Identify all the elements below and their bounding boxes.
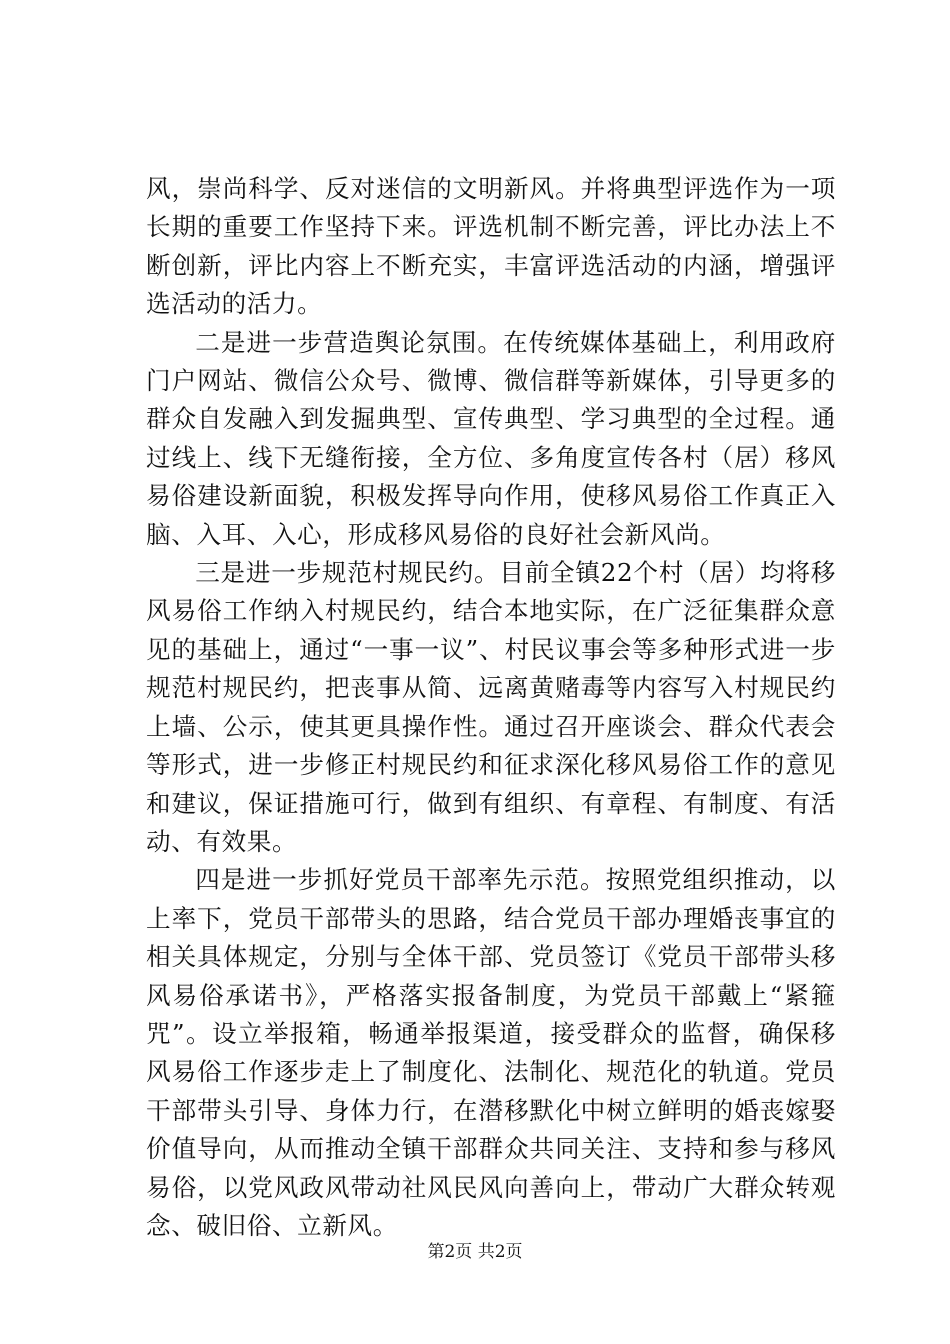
document-body	[146, 170, 836, 1245]
paragraph-continuation: 风，崇尚科学、反对迷信的文明新风。并将典型评选作为一项长期的重要工作坚持下来。评选机制不断完善，评比办法上不断创新，评比内容上不断充实，丰富评选活动的内涵，增强评选活动的活力。	[146, 174, 836, 319]
paragraph-village-rules: 三是进一步规范村规民约。目前全镇22个村（居）均将移风易俗工作纳入村规民约，结合本地实际，在广泛征集群众意见的基础上，通过“一事一议”、村民议事会等多种形式进一步规范村规民约，把丧事从简、远离黄赌毒等内容写入村规民约上墙、公示，使其更具操作性。通过召开座谈会、群众代表会等形式，进一步修正村规民约和征求深化移风易俗工作的意见和建议，保证措施可行，做到有组织、有章程、有制度、有活动、有效果。	[146, 558, 836, 856]
paragraph-party-members: 四是进一步抓好党员干部率先示范。按照党组织推动，以上率下，党员干部带头的思路，结合党员干部办理婚丧事宜的相关具体规定，分别与全体干部、党员签订《党员干部带头移风易俗承诺书》，严格落实报备制度，为党员干部戴上“紧箍咒”。设立举报箱，畅通举报渠道，接受群众的监督，确保移风易俗工作逐步走上了制度化、法制化、规范化的轨道。党员干部带头引导、身体力行，在潜移默化中树立鲜明的婚丧嫁娶价值导向，从而推动全镇干部群众共同关注、支持和参与移风易俗，以党风政风带动社风民风向善向上，带动广大群众转观念、破旧俗、立新风。	[146, 865, 836, 1240]
paragraph-public-opinion: 二是进一步营造舆论氛围。在传统媒体基础上，利用政府门户网站、微信公众号、微博、微信群等新媒体，引导更多的群众自发融入到发掘典型、宣传典型、学习典型的全过程。通过线上、线下无缝衔接，全方位、多角度宣传各村（居）移风易俗建设新面貌，积极发挥导向作用，使移风易俗工作真正入脑、入耳、入心，形成移风易俗的良好社会新风尚。	[146, 327, 836, 549]
page-footer: 第2页 共2页	[427, 1242, 523, 1262]
